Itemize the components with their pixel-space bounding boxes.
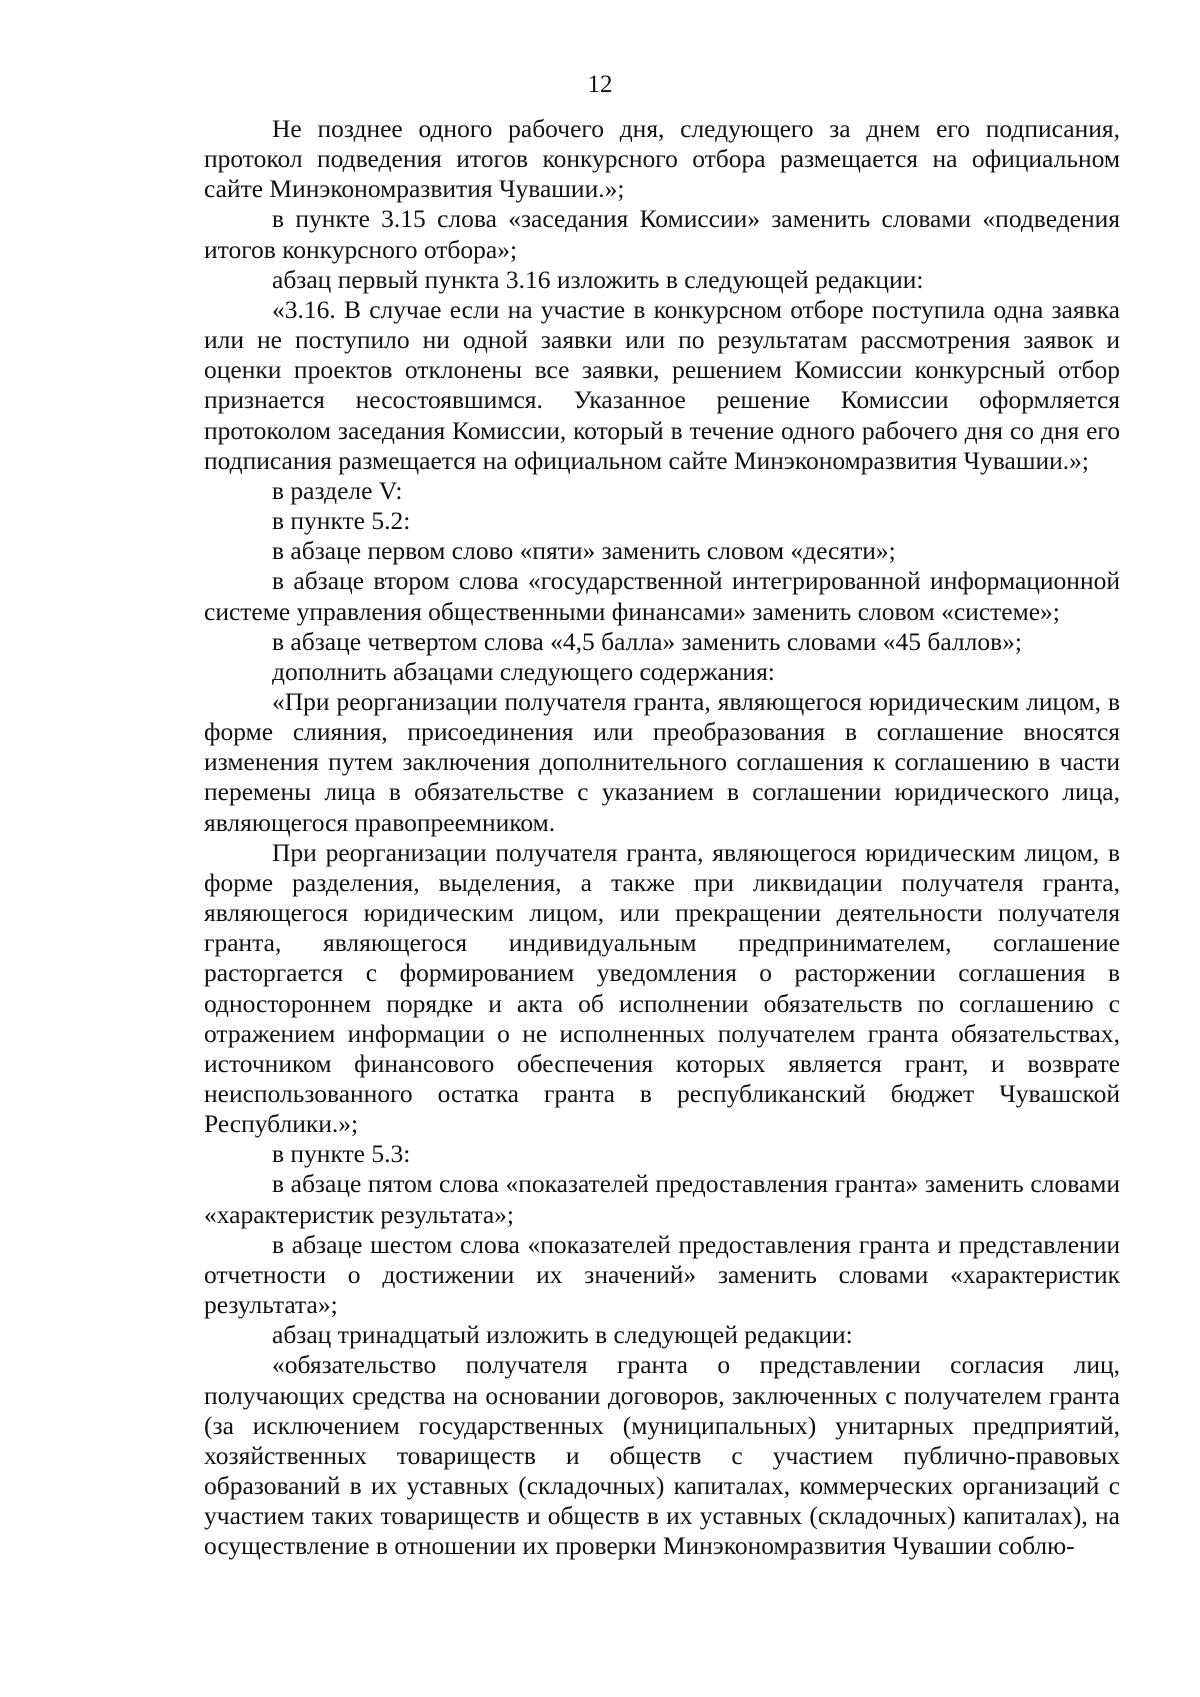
- paragraph: дополнить абзацами следующего содержания:: [272, 656, 775, 686]
- paragraph: в абзаце четвертом слова «4,5 балла» заменить словами «45 баллов»;: [272, 626, 1023, 656]
- paragraph: в разделе V:: [272, 475, 403, 505]
- paragraph: в абзаце первом слово «пяти» заменить словом «десяти»;: [272, 536, 896, 566]
- paragraph: Не позднее одного рабочего дня, следующего за днем его подписания, протокол подведения итогов конкурсного отбора размещается на официальном сайте Минэкономразвития Чувашии.»;: [204, 114, 1120, 204]
- paragraph: в абзаце пятом слова «показателей предоставления гранта» заменить словами «характеристик результата»;: [204, 1169, 1120, 1229]
- paragraph: При реорганизации получателя гранта, являющегося юридическим лицом, в форме разделения, выделения, а также при ликвидации получателя гранта, являющегося юридическим лицом, или прекращении деятельности получателя гранта, являющегося индивидуальным предпринимателем, соглашение расторгается с формированием уведомления о расторжении соглашения в одностороннем порядке и акта об исполнении обязательств по соглашению с отражением информации о не исполненных получателем гранта обязательствах, источником финансового обеспечения которых является грант, и возврате неиспользованного остатка гранта в республиканский бюджет Чувашской Республики.»;: [204, 837, 1120, 1139]
- paragraph: абзац первый пункта 3.16 изложить в следующей редакции:: [272, 264, 924, 294]
- paragraph: «обязательство получателя гранта о представлении согласия лиц, получающих средства на основании договоров, заключенных с получателем гранта (за исключением государственных (муниципальных) унитарных предприятий, хозяйственных товариществ и обществ с участием публично-правовых образований в их уставных (складочных) капиталах, коммерческих организаций с участием таких товариществ и обществ в их уставных (складочных) капиталах), на осуществление в отношении их проверки Минэкономразвития Чувашии соблю-: [204, 1350, 1120, 1561]
- paragraph: в абзаце шестом слова «показателей предоставления гранта и представлении отчетности о достижении их значений» заменить словами «характеристик результата»;: [204, 1229, 1120, 1320]
- document-body: [204, 114, 1120, 1562]
- paragraph: в пункте 5.2:: [272, 506, 411, 536]
- paragraph: в пункте 3.15 слова «заседания Комиссии» заменить словами «подведения итогов конкурсного отбора»;: [204, 204, 1120, 264]
- paragraph: «При реорганизации получателя гранта, являющегося юридическим лицом, в форме слияния, присоединения или преобразования в соглашение вносятся изменения путем заключения дополнительного соглашения к соглашению в части перемены лица в обязательстве с указанием в соглашении юридического лица, являющегося правопреемником.: [204, 686, 1120, 837]
- paragraph: в пункте 5.3:: [272, 1139, 411, 1169]
- paragraph: абзац тринадцатый изложить в следующей редакции:: [272, 1320, 853, 1350]
- paragraph: «3.16. В случае если на участие в конкурсном отборе поступила одна заявка или не поступило ни одной заявки или по результатам рассмотрения заявок и оценки проектов отклонены все заявки, решением Комиссии конкурсный отбор признается несостоявшимся. Указанное решение Комиссии оформляется протоколом заседания Комиссии, который в течение одного рабочего дня со дня его подписания размещается на официальном сайте Минэкономразвития Чувашии.»;: [204, 294, 1120, 475]
- page-number: 12: [587, 71, 613, 98]
- paragraph: в абзаце втором слова «государственной интегрированной информационной системе управления общественными финансами» заменить словом «системе»;: [204, 566, 1120, 626]
